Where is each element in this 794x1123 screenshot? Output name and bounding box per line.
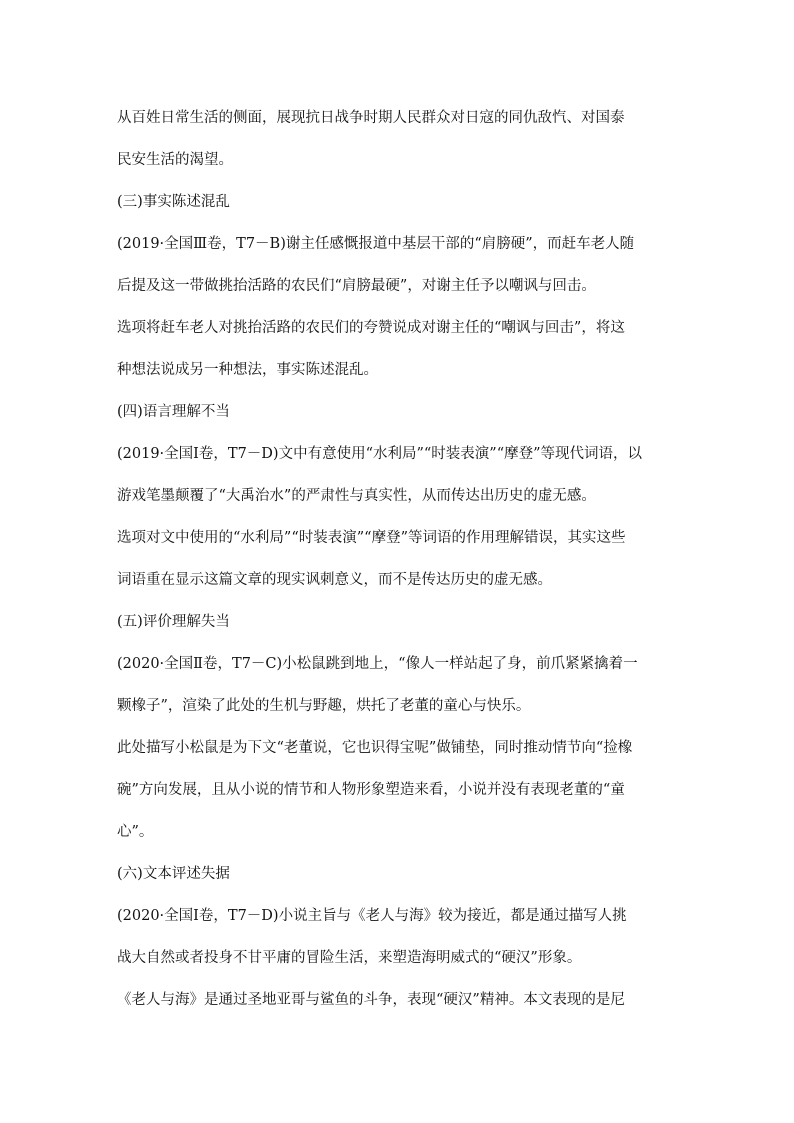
section-heading: (六)文本评述失据 [117, 866, 230, 882]
paragraph-line: 游戏笔墨颠覆了“大禹治水”的严肃性与真实性，从而传达出历史的虚无感。 [117, 488, 596, 504]
paragraph-line: 颗橡子”，渲染了此处的生机与野趣，烘托了老董的童心与快乐。 [117, 698, 531, 714]
paragraph-line: 选项对文中使用的“水利局”“时装表演”“摩登”等词语的作用理解错误，其实这些 [117, 530, 626, 546]
paragraph-line: 《老人与海》是通过圣地亚哥与鲨鱼的斗争，表现“硬汉”精神。本文表现的是尼 [117, 992, 625, 1008]
paragraph-line: 碗”方向发展，且从小说的情节和人物形象塑造来看，小说并没有表现老董的“童 [117, 782, 625, 798]
paragraph-line: 战大自然或者投身不甘平庸的冒险生活，来塑造海明威式的“硬汉”形象。 [117, 950, 582, 966]
paragraph-line: 民安生活的渴望。 [117, 152, 233, 168]
paragraph-line: 选项将赶车老人对挑抬活路的农民们的夸赞说成对谢主任的“嘲讽与回击”，将这 [117, 320, 625, 336]
paragraph-line: 从百姓日常生活的侧面，展现抗日战争时期人民群众对日寇的同仇敌忾、对国泰 [117, 110, 625, 126]
paragraph-line: (2020·全国Ⅱ卷，T7－C)小松鼠跳到地上，“像人一样站起了身，前爪紧紧擒着一 [117, 656, 638, 672]
paragraph-line: 后提及这一带做挑抬活路的农民们“肩膀最硬”，对谢主任予以嘲讽与回击。 [117, 278, 596, 294]
paragraph-line: (2019·全国Ⅰ卷，T7－D)文中有意使用“水利局”“时装表演”“摩登”等现代词语，以 [117, 446, 643, 462]
paragraph-line: 词语重在显示这篇文章的现实讽刺意义，而不是传达历史的虚无感。 [117, 572, 552, 588]
section-heading: (四)语言理解不当 [117, 404, 230, 420]
paragraph-line: 种想法说成另一种想法，事实陈述混乱。 [117, 362, 378, 378]
paragraph-line: 此处描写小松鼠是为下文“老董说，它也识得宝呢”做铺垫，同时推动情节向“捡橡 [117, 740, 633, 756]
section-heading: (五)评价理解失当 [117, 614, 230, 630]
section-heading: (三)事实陈述混乱 [117, 194, 230, 210]
paragraph-line: (2020·全国Ⅰ卷，T7－D)小说主旨与《老人与海》较为接近，都是通过描写人挑 [117, 908, 627, 924]
paragraph-line: (2019·全国Ⅲ卷，T7－B)谢主任感慨报道中基层干部的“肩膀硬”，而赶车老人随 [117, 236, 635, 252]
paragraph-line: 心”。 [117, 824, 154, 840]
